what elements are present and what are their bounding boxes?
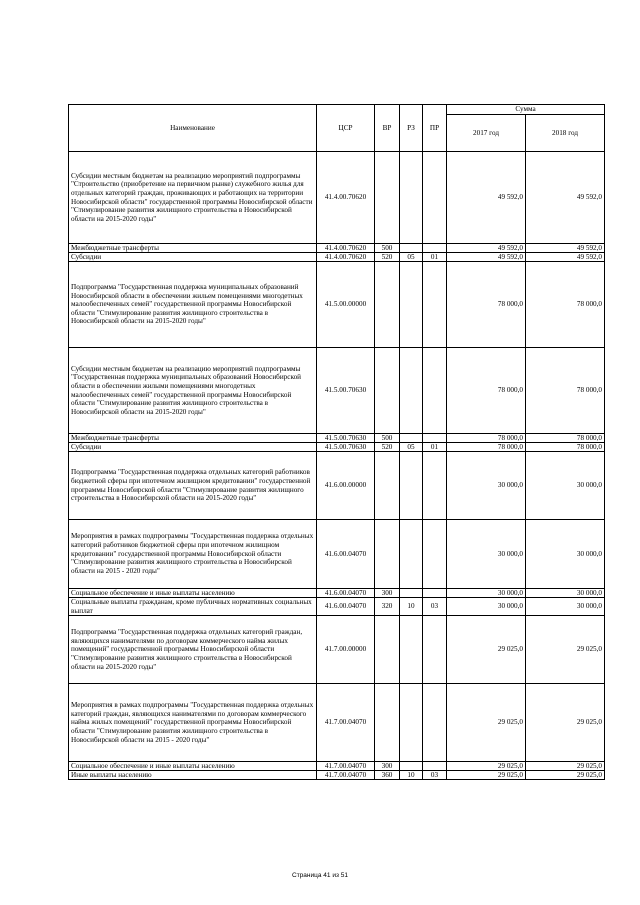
- row-name: Межбюджетные трансферты: [69, 244, 317, 253]
- row-sum-2017: 30 000,0: [447, 452, 526, 520]
- header-name: Наименование: [69, 105, 317, 152]
- row-csr: 41.6.00.04070: [317, 589, 375, 598]
- page-footer: Страница 41 из 51: [292, 872, 348, 879]
- row-pr: [423, 762, 447, 771]
- row-pr: 03: [423, 598, 447, 616]
- row-sum-2017: 29 025,0: [447, 684, 526, 762]
- row-vr: 300: [375, 589, 400, 598]
- row-csr: 41.5.00.00000: [317, 262, 375, 348]
- row-pr: 03: [423, 771, 447, 780]
- row-rz: [400, 262, 423, 348]
- row-sum-2018: 49 592,0: [526, 253, 605, 262]
- row-csr: 41.4.00.70620: [317, 152, 375, 244]
- header-rz: РЗ: [400, 105, 423, 152]
- row-rz: 10: [400, 771, 423, 780]
- row-sum-2017: 49 592,0: [447, 152, 526, 244]
- row-rz: [400, 244, 423, 253]
- row-rz: [400, 684, 423, 762]
- row-vr: 520: [375, 253, 400, 262]
- row-name: Подпрограмма "Государственная поддержка отдельных категорий граждан, являющихся нанимателями по договорам коммерческого найма жилых помещений" государственной программы Новосибирской области "Стимулирование развития жилищного строительства в Новосибирской области на 2015-2020 годы": [69, 616, 317, 684]
- table-row: [69, 443, 605, 452]
- row-pr: [423, 244, 447, 253]
- row-csr: 41.4.00.70620: [317, 244, 375, 253]
- table-row: [69, 262, 605, 348]
- row-sum-2018: 49 592,0: [526, 244, 605, 253]
- row-csr: 41.7.00.04070: [317, 771, 375, 780]
- row-sum-2017: 78 000,0: [447, 443, 526, 452]
- row-csr: 41.6.00.04070: [317, 598, 375, 616]
- row-pr: 01: [423, 443, 447, 452]
- row-rz: [400, 452, 423, 520]
- row-rz: [400, 152, 423, 244]
- row-rz: [400, 520, 423, 589]
- table-body: [69, 152, 605, 780]
- row-name: Субсидии местным бюджетам на реализацию мероприятий подпрограммы "Строительство (приобретение на первичном рынке) служебного жилья для отдельных категорий граждан, проживающих и работающих на территории Новосибирской области" государственной программы Новосибирской области "Стимулирование развития жилищного строительства в Новосибирской области на 2015-2020 годы": [69, 152, 317, 244]
- row-vr: 500: [375, 434, 400, 443]
- row-name: Подпрограмма "Государственная поддержка муниципальных образований Новосибирской области в обеспечении жильем помещениями многодетных малообеспеченных семей" государственной программы Новосибирской области "Стимулирование развития жилищного строительства в Новосибирской области на 2015-2020 годы": [69, 262, 317, 348]
- header-sum: Сумма: [447, 105, 605, 115]
- row-sum-2017: 78 000,0: [447, 262, 526, 348]
- row-vr: 520: [375, 443, 400, 452]
- row-vr: 500: [375, 244, 400, 253]
- header-csr: ЦСР: [317, 105, 375, 152]
- row-pr: [423, 152, 447, 244]
- row-name: Социальное обеспечение и иные выплаты населению: [69, 762, 317, 771]
- row-sum-2017: 30 000,0: [447, 598, 526, 616]
- row-rz: 05: [400, 443, 423, 452]
- row-vr: [375, 616, 400, 684]
- table-row: [69, 589, 605, 598]
- table-row: [69, 244, 605, 253]
- row-sum-2018: 30 000,0: [526, 520, 605, 589]
- table-row: [69, 598, 605, 616]
- row-csr: 41.6.00.04070: [317, 520, 375, 589]
- row-csr: 41.5.00.70630: [317, 443, 375, 452]
- row-sum-2018: 78 000,0: [526, 262, 605, 348]
- row-name: Субсидии: [69, 443, 317, 452]
- row-vr: [375, 520, 400, 589]
- row-sum-2017: 78 000,0: [447, 348, 526, 434]
- row-sum-2018: 78 000,0: [526, 348, 605, 434]
- row-sum-2018: 30 000,0: [526, 452, 605, 520]
- table-row: [69, 771, 605, 780]
- row-rz: [400, 762, 423, 771]
- row-csr: 41.5.00.70630: [317, 434, 375, 443]
- row-csr: 41.6.00.00000: [317, 452, 375, 520]
- row-sum-2018: 29 025,0: [526, 762, 605, 771]
- row-sum-2018: 30 000,0: [526, 589, 605, 598]
- row-pr: [423, 434, 447, 443]
- row-pr: [423, 684, 447, 762]
- row-sum-2018: 30 000,0: [526, 598, 605, 616]
- table-row: [69, 616, 605, 684]
- row-name: Социальное обеспечение и иные выплаты населению: [69, 589, 317, 598]
- row-csr: 41.7.00.04070: [317, 762, 375, 771]
- row-pr: [423, 262, 447, 348]
- row-name: Межбюджетные трансферты: [69, 434, 317, 443]
- row-sum-2018: 78 000,0: [526, 443, 605, 452]
- header-vr: ВР: [375, 105, 400, 152]
- row-name: Субсидии местным бюджетам на реализацию мероприятий подпрограммы "Государственная поддержка муниципальных образований Новосибирской области в обеспечении жилыми помещениями многодетных малообеспеченных семей" государственной программы Новосибирской области "Стимулирование развития жилищного строительства в Новосибирской области на 2015-2020 годы": [69, 348, 317, 434]
- row-rz: 10: [400, 598, 423, 616]
- row-pr: [423, 616, 447, 684]
- row-pr: [423, 348, 447, 434]
- budget-table: [68, 104, 605, 780]
- table-row: [69, 684, 605, 762]
- table-row: [69, 452, 605, 520]
- table-row: [69, 520, 605, 589]
- row-pr: [423, 452, 447, 520]
- row-sum-2017: 49 592,0: [447, 253, 526, 262]
- row-csr: 41.7.00.04070: [317, 684, 375, 762]
- row-vr: 300: [375, 762, 400, 771]
- row-rz: [400, 616, 423, 684]
- row-vr: 360: [375, 771, 400, 780]
- table-row: [69, 762, 605, 771]
- row-pr: [423, 589, 447, 598]
- header-pr: ПР: [423, 105, 447, 152]
- row-sum-2017: 30 000,0: [447, 520, 526, 589]
- row-vr: [375, 348, 400, 434]
- row-sum-2017: 30 000,0: [447, 589, 526, 598]
- row-vr: [375, 452, 400, 520]
- row-name: Иные выплаты населению: [69, 771, 317, 780]
- table-row: [69, 253, 605, 262]
- row-sum-2017: 49 592,0: [447, 244, 526, 253]
- table-row: [69, 152, 605, 244]
- row-name: Мероприятия в рамках подпрограммы "Государственная поддержка отдельных категорий граждан, являющихся нанимателями по договорам коммерческого найма жилых помещений" государственной программы Новосибирской области "Стимулирование развития жилищного строительства в Новосибирской области на 2015 - 2020 годы": [69, 684, 317, 762]
- row-pr: [423, 520, 447, 589]
- row-sum-2017: 29 025,0: [447, 616, 526, 684]
- row-sum-2017: 29 025,0: [447, 762, 526, 771]
- row-sum-2018: 29 025,0: [526, 616, 605, 684]
- row-sum-2018: 29 025,0: [526, 684, 605, 762]
- header-year-2017: 2017 год: [447, 115, 526, 152]
- row-rz: [400, 589, 423, 598]
- row-sum-2018: 29 025,0: [526, 771, 605, 780]
- header-year-2018: 2018 год: [526, 115, 605, 152]
- row-name: Субсидии: [69, 253, 317, 262]
- row-sum-2017: 78 000,0: [447, 434, 526, 443]
- row-csr: 41.7.00.00000: [317, 616, 375, 684]
- row-vr: [375, 262, 400, 348]
- row-csr: 41.4.00.70620: [317, 253, 375, 262]
- row-name: Социальные выплаты гражданам, кроме публичных нормативных социальных выплат: [69, 598, 317, 616]
- row-csr: 41.5.00.70630: [317, 348, 375, 434]
- table-row: [69, 434, 605, 443]
- row-sum-2018: 78 000,0: [526, 434, 605, 443]
- row-vr: [375, 152, 400, 244]
- row-sum-2017: 29 025,0: [447, 771, 526, 780]
- row-vr: 320: [375, 598, 400, 616]
- row-name: Подпрограмма "Государственная поддержка отдельных категорий работников бюджетной сферы при ипотечном жилищном кредитовании" государственной программы Новосибирской области "Стимулирование развития жилищного строительства в Новосибирской области на 2015-2020 годы": [69, 452, 317, 520]
- table-row: [69, 348, 605, 434]
- row-rz: 05: [400, 253, 423, 262]
- row-vr: [375, 684, 400, 762]
- row-rz: [400, 348, 423, 434]
- row-name: Мероприятия в рамках подпрограммы "Государственная поддержка отдельных категорий работников бюджетной сферы при ипотечном жилищном кредитовании" государственной программы Новосибирской области "Стимулирование развития жилищного строительства в Новосибирской области на 2015 - 2020 годы": [69, 520, 317, 589]
- row-sum-2018: 49 592,0: [526, 152, 605, 244]
- row-pr: 01: [423, 253, 447, 262]
- row-rz: [400, 434, 423, 443]
